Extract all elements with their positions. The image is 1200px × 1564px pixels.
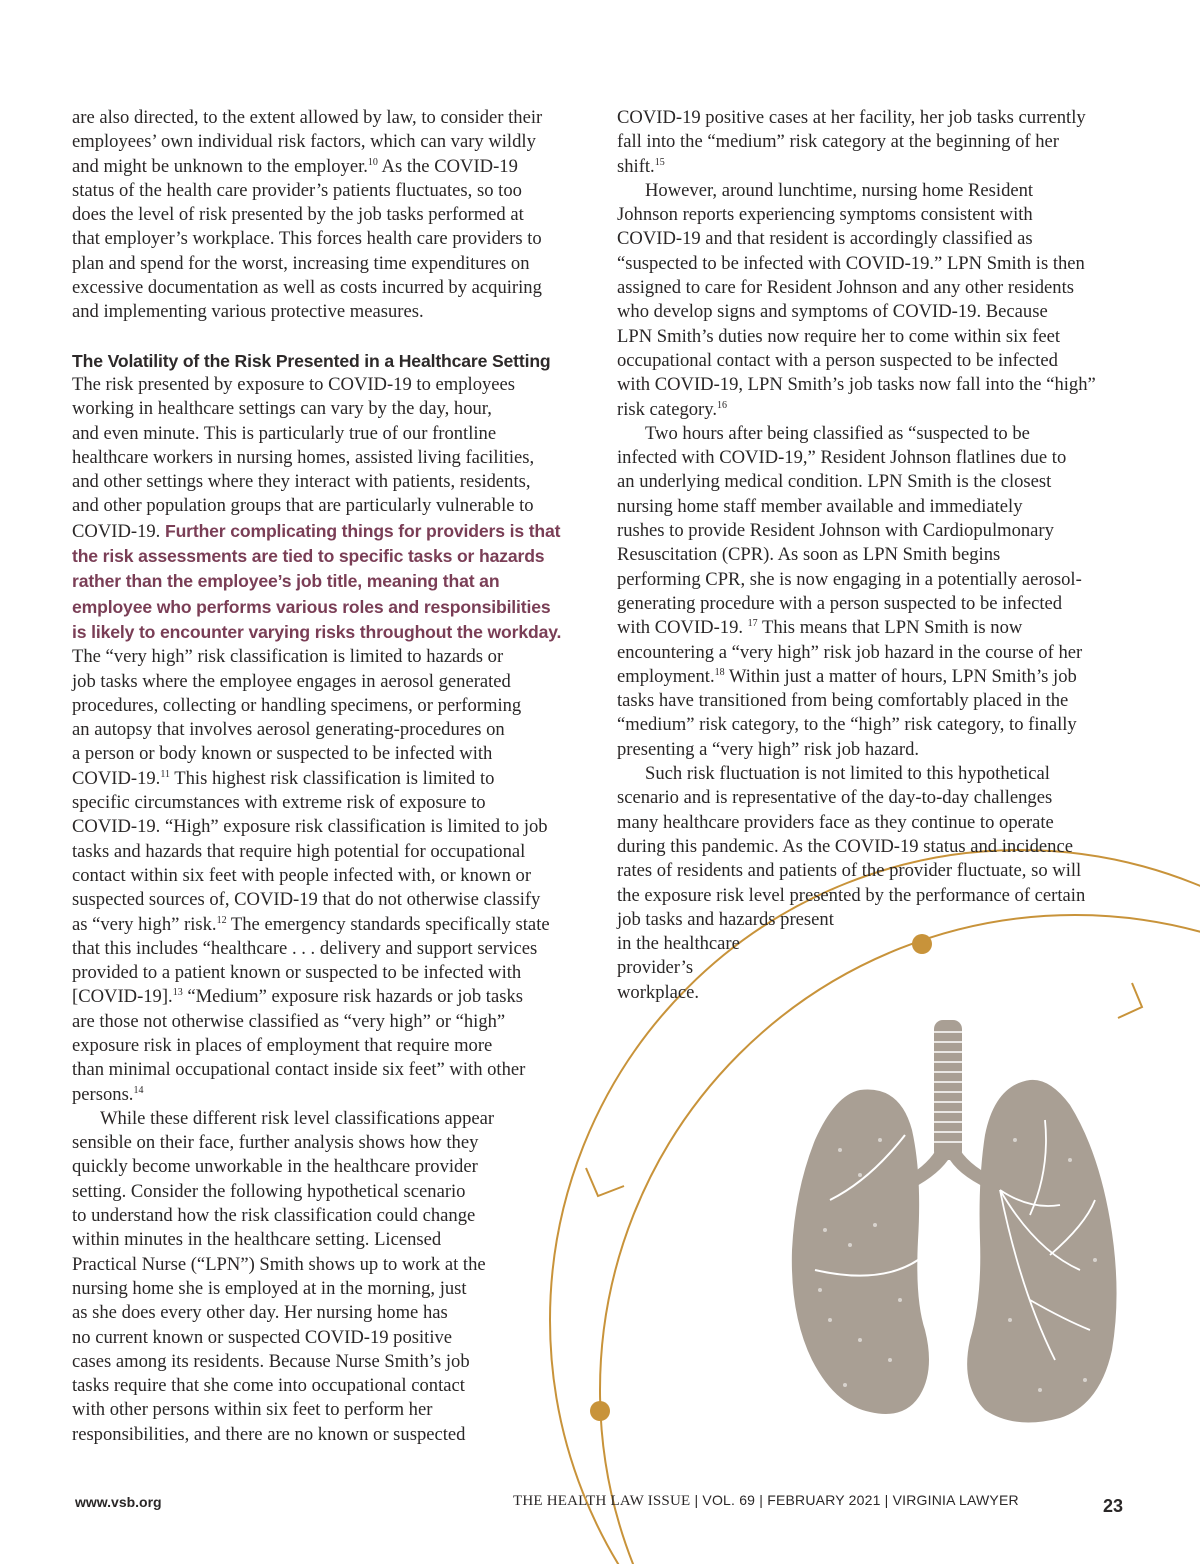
line-text: presenting a “very high” risk job hazard. <box>617 738 920 760</box>
text-line <box>617 956 1132 980</box>
text-line <box>617 422 1132 446</box>
text-line <box>617 592 1132 616</box>
line-text: does the level of risk presented by the job tasks performed at <box>72 204 524 226</box>
line-text: and implementing various protective measures. <box>72 301 424 323</box>
text-line <box>617 106 1132 130</box>
text-line <box>72 718 584 742</box>
paragraph-volatility <box>72 373 584 1107</box>
text-line <box>617 859 1132 883</box>
paragraph-cpr <box>617 422 1132 762</box>
text-line <box>72 494 584 518</box>
line-text: Practical Nurse (“LPN”) Smith shows up to work at the <box>72 1253 486 1275</box>
line-text: that this includes “healthcare . . . delivery and support services <box>72 937 538 959</box>
text-line <box>72 791 584 815</box>
line-text: provider’s <box>617 957 694 979</box>
text-line <box>617 203 1132 227</box>
line-text: employment. <box>617 665 715 687</box>
text-line <box>72 544 584 569</box>
line-text: and other population groups that are particularly vulnerable to <box>72 495 534 517</box>
text-line <box>72 620 584 645</box>
footnote-marker: 14 <box>133 1084 144 1096</box>
text-line <box>617 179 1132 203</box>
text-line <box>72 742 584 766</box>
text-line <box>617 300 1132 324</box>
paragraph-medium-risk <box>617 106 1132 179</box>
text-line <box>617 908 1132 932</box>
text-line <box>72 1423 584 1447</box>
left-column <box>72 106 584 1447</box>
text-line <box>617 884 1132 908</box>
text-line <box>72 470 584 494</box>
text-line <box>72 1131 584 1155</box>
line-text-after: The emergency standards specifically state <box>226 913 550 935</box>
text-line <box>72 1155 584 1179</box>
text-line <box>617 641 1132 665</box>
orbit-dot-left <box>590 1401 610 1421</box>
line-text: tasks and hazards that require high potential for occupational <box>72 840 526 862</box>
text-line <box>72 937 584 961</box>
text-line <box>72 595 584 620</box>
footnote-marker: 16 <box>717 399 727 411</box>
line-text: with other persons within six feet to perform her <box>72 1399 433 1421</box>
text-line <box>72 179 584 203</box>
line-text: no current known or suspected COVID-19 positive <box>72 1326 453 1348</box>
text-line <box>617 616 1132 640</box>
line-text: are also directed, to the extent allowed by law, to consider their <box>72 107 543 128</box>
line-text: suspected sources of, COVID-19 that do not otherwise classify <box>72 889 541 911</box>
pull-quote-text: Further complicating things for providers is that <box>164 520 561 541</box>
text-line <box>617 495 1132 519</box>
text-line <box>72 985 584 1009</box>
footer-issue-title: THE HEALTH LAW ISSUE <box>513 1493 691 1509</box>
text-line <box>72 694 584 718</box>
text-line <box>72 1034 584 1058</box>
line-text: workplace. <box>617 981 700 1003</box>
pull-quote-text: is likely to encounter varying risks throughout the workday. <box>72 621 562 642</box>
text-line <box>617 665 1132 689</box>
line-text: occupational contact with a person suspected to be infected <box>617 349 1058 371</box>
line-text: the exposure risk level presented by the performance of certain <box>617 884 1086 906</box>
text-line <box>72 913 584 937</box>
line-text: tasks require that she come into occupational contact <box>72 1375 465 1397</box>
line-text: COVID-19. “High” exposure risk classification is limited to job <box>72 816 548 838</box>
text-line <box>617 470 1132 494</box>
footer-publication: VIRGINIA LAWYER <box>892 1492 1019 1508</box>
line-text: that employer’s workplace. This forces health care providers to <box>72 228 542 250</box>
line-text: tasks have transitioned from being comfortably placed in the <box>617 690 1069 712</box>
right-column <box>617 106 1132 1005</box>
footer-date: FEBRUARY 2021 <box>767 1492 881 1508</box>
pull-quote-text: employee who performs various roles and responsibilities <box>72 596 551 617</box>
line-text: assigned to care for Resident Johnson and any other residents <box>617 277 1074 299</box>
footnote-marker: 17 <box>747 618 758 630</box>
line-text: healthcare workers in nursing homes, assisted living facilities, <box>72 446 535 468</box>
line-text: nursing home staff member available and immediately <box>617 495 1023 517</box>
line-text: many healthcare providers face as they continue to operate <box>617 811 1054 833</box>
line-text: specific circumstances with extreme risk of exposure to <box>72 792 486 814</box>
line-text: as “very high” risk. <box>72 913 217 935</box>
footer-url: www.vsb.org <box>75 1494 162 1510</box>
text-line <box>72 1058 584 1082</box>
text-line <box>72 155 584 179</box>
section-heading: The Volatility of the Risk Presented in a Healthcare Setting <box>72 350 551 371</box>
line-text: generating procedure with a person suspected to be infected <box>617 592 1063 614</box>
text-line <box>72 1277 584 1301</box>
line-text: plan and spend for the worst, increasing time expenditures on <box>72 252 530 274</box>
footnote-marker: 13 <box>172 987 183 999</box>
line-text: and even minute. This is particularly true of our frontline <box>72 422 497 444</box>
text-line <box>72 767 584 791</box>
line-text: However, around lunchtime, nursing home Resident <box>645 179 1034 201</box>
line-text: and other settings where they interact with patients, residents, <box>72 471 531 493</box>
line-text: procedures, collecting or handling specimens, or performing <box>72 694 522 716</box>
footnote-marker: 10 <box>367 156 378 168</box>
line-text: status of the health care provider’s patients fluctuates, so too <box>72 179 522 201</box>
lungs-illustration <box>792 1020 1117 1423</box>
line-text: “suspected to be infected with COVID-19.” LPN Smith is then <box>617 252 1085 274</box>
line-text: as she does every other day. Her nursing home has <box>72 1302 448 1324</box>
text-line <box>72 840 584 864</box>
text-line <box>617 325 1132 349</box>
text-line <box>72 1180 584 1204</box>
text-line <box>72 645 584 669</box>
text-line <box>72 373 584 397</box>
text-line <box>72 519 584 544</box>
line-text: COVID-19. <box>72 520 165 542</box>
line-text: cases among its residents. Because Nurse Smith’s job <box>72 1350 470 1372</box>
line-text: contact within six feet with people infected with, or known or <box>72 864 532 886</box>
line-text: Johnson reports experiencing symptoms consistent with <box>617 204 1033 226</box>
footnote-marker: 11 <box>160 768 170 780</box>
line-text: with COVID-19, LPN Smith’s job tasks now fall into the “high” <box>617 374 1096 396</box>
text-line <box>72 446 584 470</box>
line-text: Two hours after being classified as “suspected to be <box>645 422 1030 444</box>
text-line <box>72 397 584 421</box>
line-text: LPN Smith’s duties now require her to come within six feet <box>617 325 1061 347</box>
text-line <box>617 276 1132 300</box>
text-line <box>72 1301 584 1325</box>
text-line <box>72 203 584 227</box>
text-line <box>617 227 1132 251</box>
line-text-after: “Medium” exposure risk hazards or job tasks <box>182 986 523 1008</box>
text-line <box>617 398 1132 422</box>
line-text: COVID-19 positive cases at her facility, her job tasks currently <box>617 107 1086 128</box>
text-line <box>617 689 1132 713</box>
line-text: fall into the “medium” risk category at the beginning of her <box>617 131 1059 153</box>
text-line <box>617 543 1132 567</box>
line-text: rushes to provide Resident Johnson with Cardiopulmonary <box>617 520 1054 542</box>
text-line <box>72 276 584 300</box>
paragraph-employer-risk <box>72 106 584 325</box>
page-number: 23 <box>1103 1496 1124 1516</box>
line-text: The “very high” risk classification is limited to hazards or <box>72 646 504 668</box>
text-line <box>72 1326 584 1350</box>
line-text: to understand how the risk classification could change <box>72 1205 476 1227</box>
text-line <box>72 1083 584 1107</box>
text-line <box>72 864 584 888</box>
text-line <box>617 373 1132 397</box>
paragraph-fluctuation <box>617 762 1132 1005</box>
text-line <box>72 961 584 985</box>
text-line <box>72 252 584 276</box>
text-line <box>72 1010 584 1034</box>
line-text: shift. <box>617 155 655 177</box>
text-line <box>617 349 1132 373</box>
line-text: setting. Consider the following hypothetical scenario <box>72 1180 466 1202</box>
line-text: provided to a patient known or suspected to be infected with <box>72 962 522 984</box>
text-line <box>72 888 584 912</box>
line-text: working in healthcare settings can vary by the day, hour, <box>72 398 492 420</box>
text-line <box>617 155 1132 179</box>
line-text: job tasks where the employee engages in aerosol generated <box>72 670 511 692</box>
footnote-marker: 18 <box>714 666 725 678</box>
text-line <box>72 1398 584 1422</box>
paragraph-lunchtime <box>617 179 1132 422</box>
line-text: While these different risk level classifications appear <box>100 1107 495 1129</box>
text-line <box>72 1253 584 1277</box>
orbit-arrow-left <box>586 1168 624 1196</box>
line-text: and might be unknown to the employer. <box>72 155 368 177</box>
text-line <box>617 762 1132 786</box>
line-text: within minutes in the healthcare setting. Licensed <box>72 1229 442 1251</box>
footnote-marker: 12 <box>216 914 227 926</box>
text-line <box>617 130 1132 154</box>
pull-quote-text: the risk assessments are tied to specific tasks or hazards <box>72 546 545 567</box>
line-text: encountering a “very high” risk job hazard in the course of her <box>617 641 1083 663</box>
line-text: who develop signs and symptoms of COVID-19. Because <box>617 301 1048 323</box>
text-line <box>617 811 1132 835</box>
paragraph-hypothetical <box>72 1107 584 1447</box>
text-line <box>72 227 584 251</box>
line-text: persons. <box>72 1083 134 1105</box>
line-text: [COVID-19]. <box>72 986 173 1008</box>
line-text: quickly become unworkable in the healthcare provider <box>72 1156 478 1178</box>
line-text: an autopsy that involves aerosol generating-procedures on <box>72 719 505 741</box>
text-line <box>617 786 1132 810</box>
text-line <box>72 106 584 130</box>
text-line <box>72 815 584 839</box>
line-text: than minimal occupational contact inside six feet” with other <box>72 1059 526 1081</box>
line-text: responsibilities, and there are no known or suspected <box>72 1423 466 1445</box>
text-line <box>617 568 1132 592</box>
text-line <box>617 713 1132 737</box>
line-text: during this pandemic. As the COVID-19 status and incidence <box>617 835 1073 857</box>
line-text: nursing home she is employed at in the morning, just <box>72 1277 467 1299</box>
line-text: are those not otherwise classified as “very high” or “high” <box>72 1010 506 1032</box>
text-line <box>617 252 1132 276</box>
text-line <box>72 1107 584 1131</box>
line-text: performing CPR, she is now engaging in a potentially aerosol- <box>617 568 1082 590</box>
text-line <box>617 932 1132 956</box>
line-text: a person or body known or suspected to be infected with <box>72 743 493 765</box>
text-line <box>617 981 1132 1005</box>
paragraph-gap <box>72 325 584 349</box>
text-line <box>72 1350 584 1374</box>
line-text: The risk presented by exposure to COVID-19 to employees <box>72 373 516 395</box>
line-text: Resuscitation (CPR). As soon as LPN Smith begins <box>617 544 1001 566</box>
line-text: infected with COVID-19,” Resident Johnson flatlines due to <box>617 447 1067 469</box>
footer-issue-info: THE HEALTH LAW ISSUE | VOL. 69 | FEBRUARY 2021 | VIRGINIA LAWYER <box>513 1492 1019 1509</box>
line-text: rates of residents and patients of the provider fluctuate, so will <box>617 860 1082 882</box>
text-line <box>617 519 1132 543</box>
line-text: scenario and is representative of the day-to-day challenges <box>617 787 1053 809</box>
line-text: in the healthcare <box>617 933 740 955</box>
line-text-after: This highest risk classification is limited to <box>169 767 495 789</box>
line-text: excessive documentation as well as costs incurred by acquiring <box>72 277 542 299</box>
line-text: an underlying medical condition. LPN Smith is the closest <box>617 471 1052 493</box>
line-text: exposure risk in places of employment that require more <box>72 1034 493 1056</box>
line-text-after: This means that LPN Smith is now <box>757 617 1023 639</box>
line-text: COVID-19 and that resident is accordingly classified as <box>617 228 1033 250</box>
line-text: “medium” risk category, to the “high” risk category, to finally <box>617 714 1077 736</box>
line-text: risk category. <box>617 398 717 420</box>
line-text: with COVID-19. <box>617 617 748 639</box>
line-text: job tasks and hazards present <box>617 908 834 930</box>
text-line <box>72 569 584 594</box>
text-line <box>72 300 584 324</box>
pull-quote-text: rather than the employee’s job title, meaning that an <box>72 571 500 592</box>
text-line <box>72 130 584 154</box>
footer-volume: VOL. 69 <box>702 1492 756 1508</box>
text-line <box>617 835 1132 859</box>
line-text-after: As the COVID-19 <box>377 155 518 177</box>
text-line <box>72 1374 584 1398</box>
line-text: employees’ own individual risk factors, which can vary wildly <box>72 131 536 153</box>
text-line <box>72 1204 584 1228</box>
text-line <box>72 1228 584 1252</box>
footnote-marker: 15 <box>654 156 665 168</box>
text-line <box>72 422 584 446</box>
text-line <box>617 446 1132 470</box>
text-line <box>617 738 1132 762</box>
line-text: sensible on their face, further analysis shows how they <box>72 1132 479 1154</box>
line-text: COVID-19. <box>72 767 161 789</box>
line-text: Such risk fluctuation is not limited to this hypothetical <box>645 763 1050 785</box>
line-text-after: Within just a matter of hours, LPN Smith’s job <box>724 665 1077 687</box>
text-line <box>72 670 584 694</box>
